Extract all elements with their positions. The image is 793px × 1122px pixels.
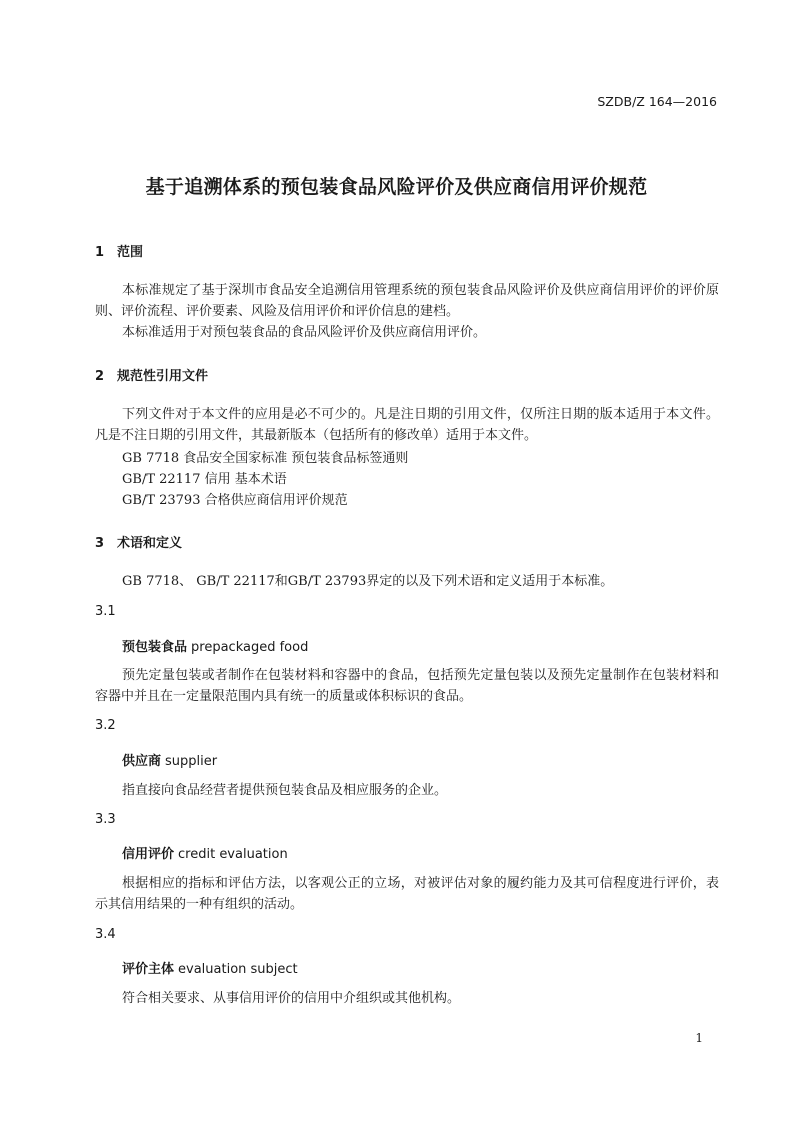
paragraph: 本标准适用于对预包装食品的食品风险评价及供应商信用评价。 xyxy=(122,325,487,340)
paragraph: 下列文件对于本文件的应用是必不可少的。凡是注日期的引用文件，仅所注日期的版本适用于本文件。凡是不注日期的引用文件，其最新版本（包括所有的修改单）适用于本文件。 xyxy=(95,407,719,443)
term-name-en: evaluation subject xyxy=(178,962,298,977)
section-heading-terms-definitions xyxy=(95,532,182,551)
term-name-zh: 信用评价 xyxy=(122,847,175,862)
paragraph: 本标准规定了基于深圳市食品安全追溯信用管理系统的预包装食品风险评价及供应商信用评价的评价原则、评价流程、评价要素、风险及信用评价和评价信息的建档。 xyxy=(95,283,719,319)
section-title: 术语和定义 xyxy=(117,536,183,551)
document-title: 基于追溯体系的预包装食品风险评价及供应商信用评价规范 xyxy=(145,176,648,198)
term-definition: 指直接向食品经营者提供预包装食品及相应服务的企业。 xyxy=(122,783,448,798)
reference-item: GB/T 22117 信用 基本术语 xyxy=(122,472,287,487)
term-name-zh: 评价主体 xyxy=(122,962,175,977)
reference-item: GB/T 23793 合格供应商信用评价规范 xyxy=(122,493,348,508)
paragraph: GB 7718、 GB/T 22117和GB/T 23793界定的以及下列术语和定义适用于本标准。 xyxy=(122,574,614,589)
term-definition: 预先定量包装或者制作在包装材料和容器中的食品，包括预先定量包装以及预先定量制作在包装材料和容器中并且在一定量限范围内具有统一的质量或体积标识的食品。 xyxy=(95,668,719,704)
section-number: 1 xyxy=(95,245,105,260)
term-name-zh: 预包装食品 xyxy=(122,640,188,655)
section-heading-scope xyxy=(95,241,143,260)
term-number: 3.1 xyxy=(95,604,116,619)
section-title: 范围 xyxy=(117,245,144,260)
term-name-en: supplier xyxy=(165,754,218,769)
page-number: 1 xyxy=(695,1031,703,1045)
term-name xyxy=(122,958,298,977)
term-name-zh: 供应商 xyxy=(122,754,162,769)
section-title: 规范性引用文件 xyxy=(117,369,209,384)
section-heading-normative-references xyxy=(95,365,208,384)
term-name xyxy=(122,843,288,862)
term-name xyxy=(122,636,308,655)
section-number: 2 xyxy=(95,369,105,384)
term-definition: 根据相应的指标和评估方法，以客观公正的立场，对被评估对象的履约能力及其可信程度进行评价，表示其信用结果的一种有组织的活动。 xyxy=(95,876,719,912)
term-number: 3.4 xyxy=(95,927,116,942)
term-name xyxy=(122,750,217,769)
term-name-en: prepackaged food xyxy=(191,640,309,655)
section-number: 3 xyxy=(95,536,105,551)
term-name-en: credit evaluation xyxy=(178,847,288,862)
reference-item: GB 7718 食品安全国家标准 预包装食品标签通则 xyxy=(122,451,409,466)
term-number: 3.2 xyxy=(95,718,116,733)
term-definition: 符合相关要求、从事信用评价的信用中介组织或其他机构。 xyxy=(122,991,461,1006)
document-code: SZDB/Z 164—2016 xyxy=(597,94,717,109)
term-number: 3.3 xyxy=(95,812,116,827)
